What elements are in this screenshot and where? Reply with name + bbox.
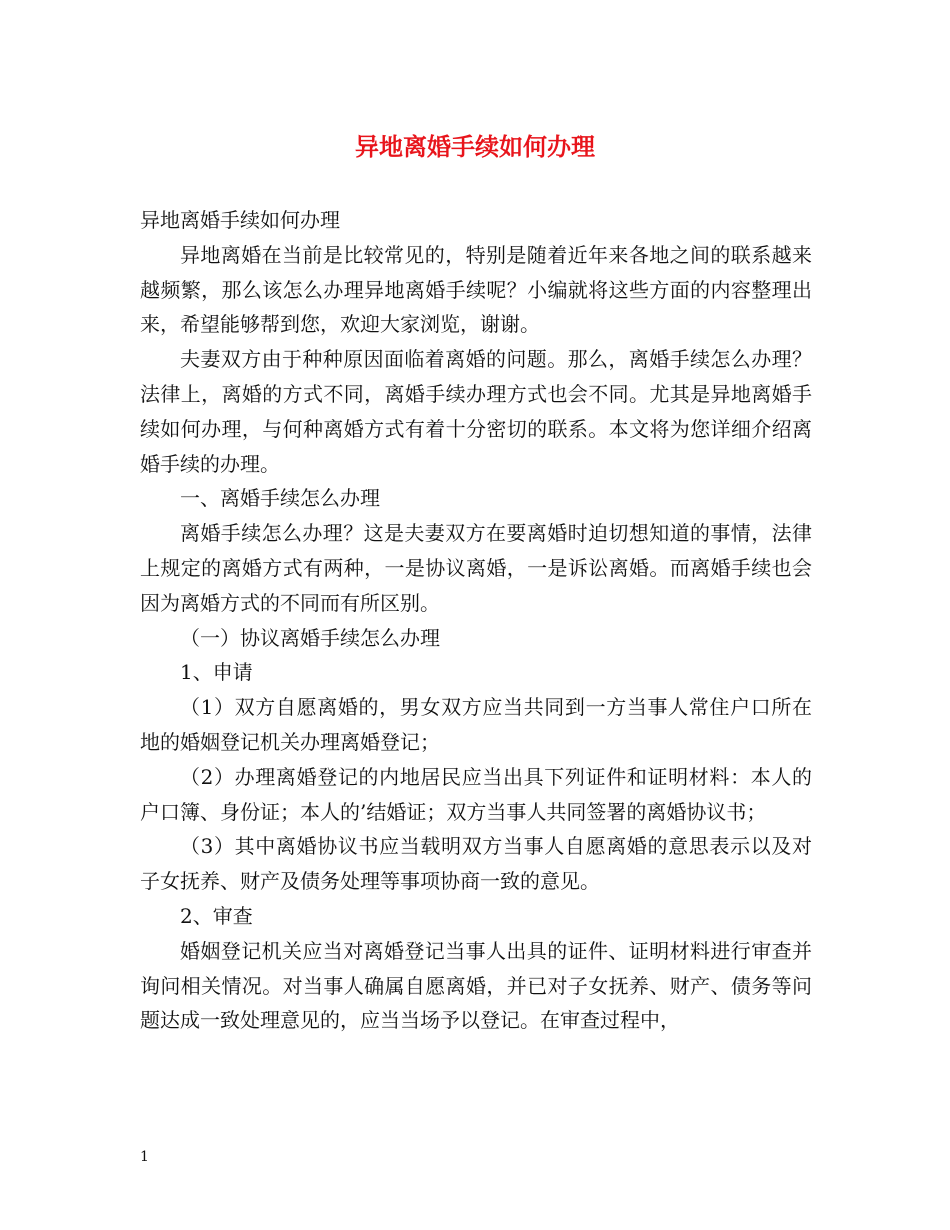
document-body <box>140 203 812 1038</box>
paragraph: 婚姻登记机关应当对离婚登记当事人出具的证件、证明材料进行审查并询问相关情况。对当事人确属自愿离婚，并已对子女抚养、财产、债务等问题达成一致处理意见的，应当当场予以登记。在审查过程中， <box>140 938 812 1033</box>
paragraph-heading: 异地离婚手续如何办理 <box>140 208 340 232</box>
document-title: 异地离婚手续如何办理 <box>355 132 595 161</box>
list-item: （2）办理离婚登记的内地居民应当出具下列证件和证明材料：本人的户口簿、身份证；本人的’结婚证；双方当事人共同签署的离婚协议书； <box>140 764 812 824</box>
paragraph: 离婚手续怎么办理？这是夫妻双方在要离婚时迫切想知道的事情，法律上规定的离婚方式有两种，一是协议离婚，一是诉讼离婚。而离婚手续也会因为离婚方式的不同而有所区别。 <box>140 521 812 615</box>
step-heading: 2、审查 <box>180 903 253 928</box>
list-item: （1）双方自愿离婚的，男女双方应当共同到一方当事人常住户口所在地的婚姻登记机关办理离婚登记； <box>140 695 812 754</box>
paragraph: 夫妻双方由于种种原因面临着离婚的问题。那么，离婚手续怎么办理？法律上，离婚的方式不同，离婚手续办理方式也会不同。尤其是异地离婚手续如何办理，与何种离婚方式有着十分密切的联系。本文将为您详细介绍离婚手续的办理。 <box>140 347 812 476</box>
section-heading: 一、离婚手续怎么办理 <box>180 486 380 511</box>
subsection-heading: （一）协议离婚手续怎么办理 <box>180 625 440 650</box>
list-item: （3）其中离婚协议书应当载明双方当事人自愿离婚的意思表示以及对子女抚养、财产及债务处理等事项协商一致的意见。 <box>140 834 812 894</box>
step-heading: 1、申请 <box>180 660 253 685</box>
page-number: 1 <box>140 1149 149 1165</box>
paragraph: 异地离婚在当前是比较常见的，特别是随着近年来各地之间的联系越来越频繁，那么该怎么办理异地离婚手续呢？小编就将这些方面的内容整理出来，希望能够帮到您，欢迎大家浏览，谢谢。 <box>140 242 812 337</box>
